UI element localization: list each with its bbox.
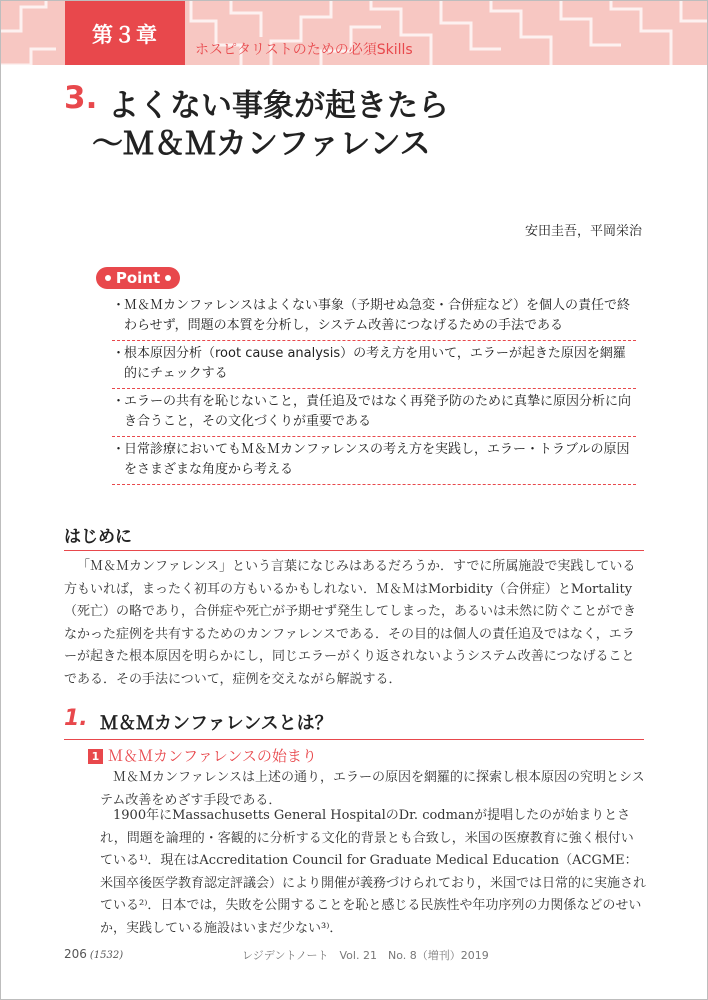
point-text: 日常診療においてもＭ＆Ｍカンファレンスの考え方を実践し，エラー・トラブルの原因をさまざまな角度から考える	[124, 442, 630, 477]
intro-heading: はじめに	[64, 527, 132, 547]
dot-icon	[105, 275, 111, 281]
subsection-title: Ｍ＆Ｍカンファレンスの始まり	[108, 747, 317, 765]
section-divider	[64, 739, 644, 740]
intro-divider	[64, 550, 644, 551]
section-number: 1.	[64, 706, 88, 731]
point-label: Point	[115, 269, 161, 287]
body-paragraph-2: 1900年にMassachusetts General HospitalのDr. codmanが提唱したのが始まりとされ，問題を論理的・客観的に分析する文化的背景とも合致し，米国の医療教育に強く根付いている¹⁾．現在はAccreditation Council for Graduate Medical Education（ACGME：米国卒後医学教育認定評議会）により開催が義務づけられており，米国では日常的に実施されている²⁾．日本では，失敗を公開することを恥と感じる民族性や年功序列の力関係などのせいか，実践している施設はいまだ少ない³⁾．	[100, 808, 647, 936]
original-page-number: (1532)	[89, 950, 124, 961]
authors: 安田圭吾，平岡栄治	[524, 224, 642, 239]
chapter-subtitle: ホスピタリストのための必須Skills	[195, 42, 413, 58]
header-band	[1, 1, 707, 65]
point-item	[112, 341, 636, 389]
bullet-icon: ・	[112, 442, 126, 457]
point-item	[112, 293, 636, 341]
point-list	[112, 293, 636, 485]
bullet-icon: ・	[112, 346, 126, 361]
point-text: 根本原因分析（root cause analysis）の考え方を用いて，エラーが起きた原因を網羅的にチェックする	[124, 346, 626, 381]
subsection-number: 1	[88, 749, 103, 764]
article-title-line1: よくない事象が起きたら	[108, 88, 449, 124]
intro-paragraph: 「Ｍ＆Ｍカンファレンス」という言葉になじみはあるだろうか．すでに所属施設で実践している方もいれば，まったく初耳の方もいるかもしれない．Ｍ＆ＭはMorbidity（合併症）とMortality（死亡）の略であり，合併症や死亡が予期せず発生してしまった，あるいは未然に防ぐことができなかった症例を共有するためのカンファレンスである．その目的は個人の責任追及ではなく，エラーが起きた根本原因を明らかにし，同じエラーがくり返されないようシステム改善につなげることである．その手法について，症例を交えながら解説する．	[64, 559, 637, 687]
article-number: 3.	[64, 80, 98, 116]
page-number	[64, 947, 123, 961]
article-title-line2: 〜Ｍ＆Ｍカンファレンス	[92, 126, 431, 162]
point-item	[112, 389, 636, 437]
section-title: Ｍ＆Ｍカンファレンスとは？	[100, 713, 333, 734]
bullet-icon: ・	[112, 394, 126, 409]
page-number-value: 206	[64, 947, 87, 961]
point-text: Ｍ＆Ｍカンファレンスはよくない事象（予期せぬ急変・合併症など）を個人の責任で終わらせず，問題の本質を分析し，システム改善につなげるための手法である	[124, 298, 631, 333]
point-item	[112, 437, 636, 485]
body-paragraph-1: Ｍ＆Ｍカンファレンスは上述の通り，エラーの原因を網羅的に探索し根本原因の究明とシステム改善をめざす手段である．	[100, 770, 645, 808]
dot-icon	[165, 275, 171, 281]
bullet-icon: ・	[112, 298, 126, 313]
point-badge	[96, 267, 180, 289]
chapter-label: 第３章	[65, 1, 185, 65]
journal-footer: レジデントノート Vol. 21 No. 8（増刊）2019	[242, 949, 489, 962]
point-text: エラーの共有を恥じないこと，責任追及ではなく再発予防のために真摯に原因分析に向き合うこと，その文化づくりが重要である	[124, 394, 632, 429]
